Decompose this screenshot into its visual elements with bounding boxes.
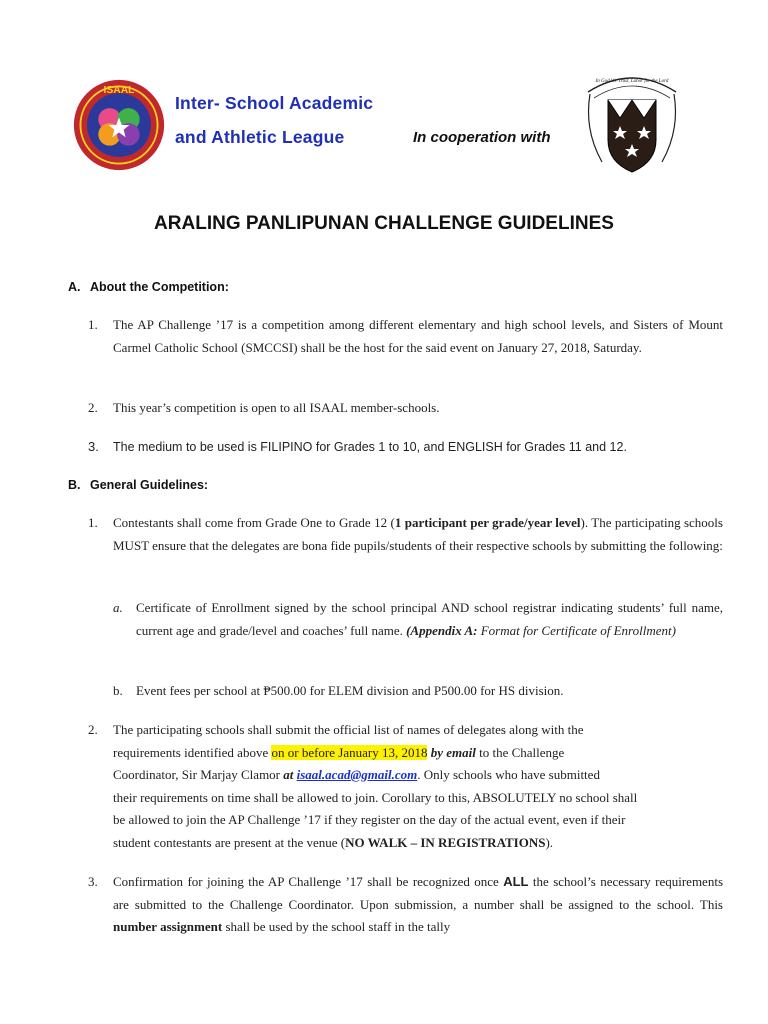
section-a-item-2: This year’s competition is open to all ISAAL member-schools.: [113, 400, 440, 415]
item-number: 2.: [88, 400, 98, 415]
logo-text: ISAAL: [103, 85, 135, 97]
section-letter: A.: [68, 280, 81, 294]
sub-item-letter: a.: [113, 600, 123, 615]
text-line: be allowed to join the AP Challenge ’17 if they register on the day of the actual event, even if their: [113, 812, 626, 827]
isaal-logo: [72, 78, 166, 172]
text-run: ). The participating schools MUST ensure that the delegates are bona fide pupils/students of their respective schools by submitting the following:: [113, 515, 723, 553]
highlighted-deadline: on or before January 13, 2018: [271, 744, 428, 760]
bold-text: ALL: [503, 874, 529, 889]
section-b-item-3: [113, 871, 723, 939]
school-crest: [580, 70, 684, 182]
bold-text: at: [283, 767, 297, 782]
bold-text: number assignment: [113, 919, 223, 934]
sub-item-a: [136, 597, 723, 642]
section-letter: B.: [68, 478, 81, 492]
league-name-line1: Inter- School Academic: [175, 93, 374, 113]
text-run: Contestants shall come from Grade One to Grade 12 (: [113, 515, 395, 530]
text-run: to the Challenge: [475, 744, 565, 760]
text-run: . Only schools who have submitted: [417, 767, 600, 782]
bold-text: 1 participant per grade/year level: [394, 515, 581, 530]
text-run: the school’s necessary requirements are submitted to the Challenge Coordinator. Upon submission, a number shall be assigned to the school. This: [113, 874, 724, 912]
appendix-label: (Appendix A:: [406, 622, 478, 638]
section-b-item-2: [113, 719, 723, 854]
appendix-text: Format for Certificate of Enrollment): [477, 622, 676, 638]
league-name-line2: and Athletic League: [175, 127, 345, 147]
text-line: their requirements on time shall be allowed to join. Corollary to this, ABSOLUTELY no school shall: [113, 789, 638, 805]
text-run: Certificate of Enrollment signed by the school principal AND school registrar indicating students’ full name, current age and grade/level and coaches’ full name.: [136, 600, 723, 638]
text-line: [113, 742, 723, 765]
sub-item-letter: b.: [113, 683, 123, 698]
section-b-item-1: [113, 512, 723, 557]
text-run: requirements identified above: [113, 744, 272, 760]
text-run: student contestants are present at the venue (: [113, 834, 346, 850]
text-run: Confirmation for joining the AP Challenge ’17 shall be recognized once: [113, 874, 504, 889]
section-title: About the Competition:: [90, 280, 229, 294]
text-run: ).: [545, 834, 554, 850]
section-a-heading: [68, 280, 229, 294]
bold-text: NO WALK – IN REGISTRATIONS: [345, 834, 546, 850]
email-link[interactable]: isaal.acad@gmail.com: [296, 767, 418, 782]
cooperation-text: In cooperation with: [413, 129, 551, 146]
section-b-heading: [68, 478, 208, 492]
bold-text: by email: [427, 744, 476, 760]
text-run: shall be used by the school staff in the tally: [222, 919, 451, 934]
item-number: 1.: [88, 317, 98, 332]
text-line: [113, 832, 723, 855]
item-number: 3.: [88, 439, 99, 454]
crest-motto: In God We Trust, Labor for the Lord: [595, 79, 669, 84]
section-title: General Guidelines:: [90, 478, 209, 492]
item-number: 3.: [88, 874, 98, 889]
sub-item-b: Event fees per school at ₱500.00 for ELEM division and P500.00 for HS division.: [136, 683, 564, 698]
section-a-item-3: The medium to be used is FILIPINO for Grades 1 to 10, and ENGLISH for Grades 11 and 12.: [113, 440, 627, 454]
text-line: [113, 764, 723, 787]
text-line: The participating schools shall submit the official list of names of delegates along with the: [113, 722, 584, 737]
text-run: Coordinator, Sir Marjay Clamor: [113, 767, 284, 782]
section-a-item-1: The AP Challenge ’17 is a competition among different elementary and high school levels, and Sisters of Mount Carmel Catholic School (SMCCSI) shall be the host for the said event on January 27, 2018, Saturday.: [113, 317, 723, 355]
page-title: ARALING PANLIPUNAN CHALLENGE GUIDELINES: [154, 213, 614, 234]
item-number: 1.: [88, 515, 98, 530]
item-number: 2.: [88, 722, 98, 737]
